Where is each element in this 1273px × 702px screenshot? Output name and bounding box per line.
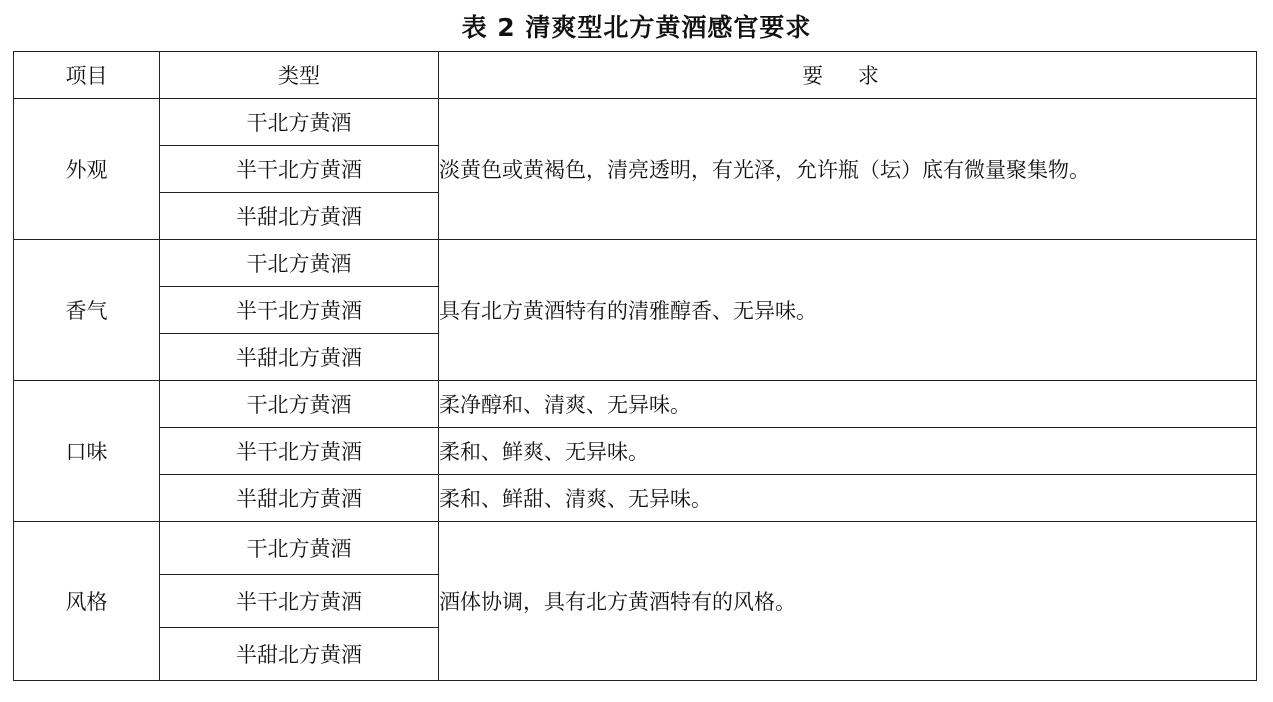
header-requirement: 要 求	[439, 52, 1257, 99]
type-cell: 干北方黄酒	[160, 99, 439, 146]
type-cell: 半甜北方黄酒	[160, 475, 439, 522]
table-row	[14, 240, 1257, 287]
requirement-cell: 柔和、鲜爽、无异味。	[439, 428, 1257, 475]
header-row	[14, 52, 1257, 99]
type-cell: 干北方黄酒	[160, 240, 439, 287]
table-row	[14, 381, 1257, 428]
type-cell: 干北方黄酒	[160, 522, 439, 575]
table-row	[14, 475, 1257, 522]
requirement-cell: 酒体协调，具有北方黄酒特有的风格。	[439, 522, 1257, 681]
type-cell: 半干北方黄酒	[160, 575, 439, 628]
requirement-cell: 具有北方黄酒特有的清雅醇香、无异味。	[439, 240, 1257, 381]
sensory-requirements-table	[13, 51, 1257, 681]
type-cell: 半干北方黄酒	[160, 146, 439, 193]
item-cell-aroma: 香气	[14, 240, 160, 381]
item-cell-appearance: 外观	[14, 99, 160, 240]
type-cell: 半干北方黄酒	[160, 428, 439, 475]
table-row	[14, 522, 1257, 575]
requirement-cell: 柔净醇和、清爽、无异味。	[439, 381, 1257, 428]
type-cell: 干北方黄酒	[160, 381, 439, 428]
item-cell-style: 风格	[14, 522, 160, 681]
type-cell: 半干北方黄酒	[160, 287, 439, 334]
requirement-cell: 柔和、鲜甜、清爽、无异味。	[439, 475, 1257, 522]
table-row	[14, 99, 1257, 146]
type-cell: 半甜北方黄酒	[160, 193, 439, 240]
type-cell: 半甜北方黄酒	[160, 628, 439, 681]
requirement-cell: 淡黄色或黄褐色，清亮透明，有光泽，允许瓶（坛）底有微量聚集物。	[439, 99, 1257, 240]
item-cell-taste: 口味	[14, 381, 160, 522]
type-cell: 半甜北方黄酒	[160, 334, 439, 381]
table-row	[14, 428, 1257, 475]
table-title: 表 2 清爽型北方黄酒感官要求	[461, 13, 812, 42]
header-type: 类型	[160, 52, 439, 99]
header-item: 项目	[14, 52, 160, 99]
